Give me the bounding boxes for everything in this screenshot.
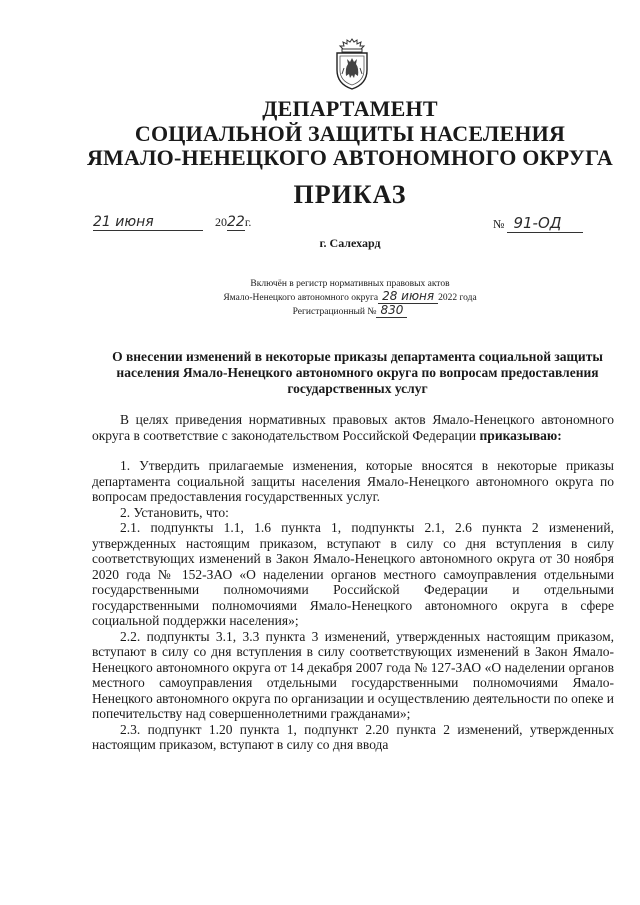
- paragraph-1: 1. Утвердить прилагаемые изменения, которые вносятся в некоторые приказы департамента социальной защиты населения Ямало-Ненецкого автономного округа по вопросам предоставления государственных услуг.: [92, 458, 614, 504]
- document-body: [92, 412, 614, 753]
- date-year-prefix: 20: [215, 215, 227, 229]
- paragraph-2: 2. Установить, что:: [120, 504, 229, 520]
- order-number: [493, 214, 583, 233]
- order-date: [93, 214, 251, 231]
- registry-stamp: [140, 278, 560, 318]
- handwritten-number: 91-ОД: [513, 214, 562, 232]
- coat-of-arms-emblem-icon: [332, 38, 372, 90]
- paragraph-2-3: 2.3. подпункт 1.20 пункта 1, подпункт 2.20 пункта 2 изменений, утвержденных настоящим приказом, вступают в силу со дня ввода: [92, 721, 614, 752]
- document-type-title: ПРИКАЗ: [293, 180, 407, 209]
- paragraph-2-2: 2.2. подпункты 3.1, 3.3 пункта 3 изменений, утвержденных настоящим приказом, вступают в силу со дня вступления в силу соответствующих изменений в Закон Ямало-Ненецкого автономного округа от 14 декабря 2007 года № 127-ЗАО «О наделении органов местного самоуправления отдельными государственными полномочиями Ямало-Ненецкого автономного округа по организации и осуществлению деятельности по опеке и попечительству над совершеннолетними гражданами»;: [92, 628, 614, 721]
- city-name: г. Салехард: [319, 236, 381, 250]
- document-heading: О внесении изменений в некоторые приказы департамента социальной защиты населения Ямало-Ненецкого автономного округа по вопросам предоставления государственных услуг: [112, 349, 603, 396]
- registry-handwritten-number: 830: [376, 303, 407, 318]
- registry-line1: Включён в регистр нормативных правовых актов: [250, 279, 450, 289]
- department-name-line3: ЯМАЛО-НЕНЕЦКОГО АВТОНОМНОГО ОКРУГА: [86, 145, 614, 170]
- number-label: №: [493, 217, 505, 231]
- registry-line2: [140, 290, 560, 304]
- intro-text: В целях приведения нормативных правовых актов Ямало-Ненецкого автономного округа в соответствие с законодательством Российской Федерации: [92, 412, 614, 443]
- department-name-line1: ДЕПАРТАМЕНТ: [262, 96, 438, 121]
- registry-line2-suffix: 2022 года: [438, 293, 477, 303]
- order-word: приказываю:: [479, 427, 562, 443]
- handwritten-date: 21 июня: [93, 214, 154, 230]
- paragraph-2-1: 2.1. подпункты 1.1, 1.6 пункта 1, подпункты 2.1, 2.6 пункта 2 изменений, утвержденных настоящим приказом, вступают в силу со дня вступления в силу соответствующих изменений в Закон Ямало-Ненецкого автономного округа от 30 ноября 2020 года № 152-ЗАО «О наделении органов местного самоуправления отдельными государственными полномочиями Российской Федерации и отдельными государственными полномочиями Ямало-Ненецкого автономного округа в сфере социальной поддержки населения»;: [92, 520, 614, 628]
- date-suffix: г.: [244, 215, 252, 229]
- intro-paragraph: [92, 412, 614, 443]
- registry-number-label: Регистрационный №: [292, 307, 377, 317]
- department-name-line2: СОЦИАЛЬНОЙ ЗАЩИТЫ НАСЕЛЕНИЯ: [134, 121, 566, 146]
- handwritten-year: 22: [227, 214, 245, 230]
- registry-line3: [140, 304, 560, 318]
- registry-handwritten-date: 28 июня: [378, 289, 438, 304]
- registry-line2-prefix: Ямало-Ненецкого автономного округа: [223, 293, 379, 303]
